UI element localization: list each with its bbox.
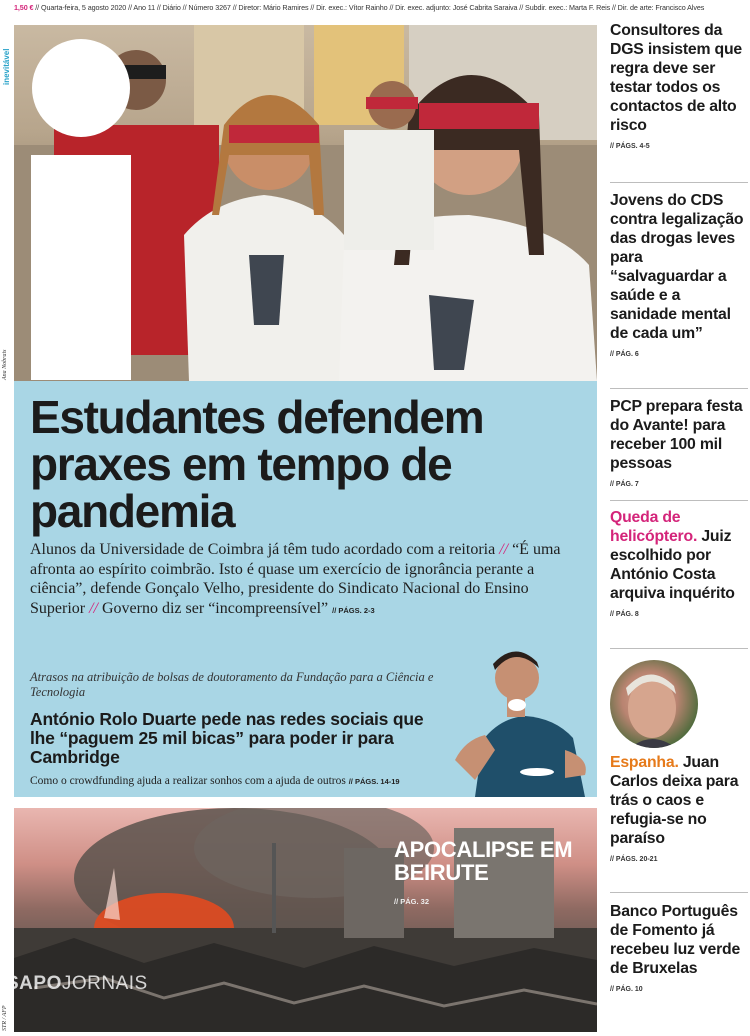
- sidebar-pages: // PÁGS. 20-21: [610, 856, 658, 863]
- sidebar-headline: Consultores da DGS insistem que regra deve ser testar todos os contactos de alto risco: [610, 22, 742, 134]
- sidebar-headline: PCP prepara festa do Avante! para receber 100 mil pessoas: [610, 398, 743, 472]
- main-lead: Alunos da Universidade de Coimbra já têm tudo acordado com a reitoria // “É uma afronta ao espírito coimbrão. Isto é quase um exercício de ignorância perante a ciência”, defende Gonçalo Velho, presidente do Sindicato Nacional do Ensino Superior // Governo diz ser “incompreensível” // PÁGS. 2-3: [30, 541, 561, 617]
- sidebar-headline: Banco Português de Fomento já recebeu luz verde de Bruxelas: [610, 903, 741, 977]
- person-illustration: [455, 640, 595, 797]
- sidebar-kicker: Espanha.: [610, 754, 679, 771]
- sidebar-divider: [610, 388, 748, 389]
- sidebar-pages: // PÁG. 7: [610, 481, 639, 488]
- secondary-photo: [455, 640, 595, 797]
- secondary-headline[interactable]: António Rolo Duarte pede nas redes sociais que lhe “paguem 25 mil bicas” para poder ir para Cambridge: [30, 709, 424, 767]
- sidebar-headline: Queda de helicóptero. Juiz escolhido por António Costa arquiva inquérito: [610, 509, 735, 602]
- secondary-kicker: Atrasos na atribuição de bolsas de doutoramento da Fundação para a Ciência e Tecnologia: [30, 670, 434, 699]
- masthead-info: // Quarta-feira, 5 agosto 2020 // Ano 11 // Diário // Número 3267 // Diretor: Mário Ramires // Dir. exec.: Vítor Rainho // Dir. exec. adjunto: José Cabrita Saraiva // Subdir. exec.: Marta F. Reis // Dir. de arte: Francisco Alves: [33, 3, 705, 12]
- sidebar-story-1[interactable]: [610, 21, 748, 150]
- sidebar-pages: // PÁG. 6: [610, 351, 639, 358]
- sapo-watermark: SAPOJORNAIS: [6, 973, 148, 994]
- sidebar-story-4[interactable]: [610, 508, 748, 618]
- beirut-credit: STR / AFP: [2, 1005, 8, 1031]
- juan-carlos-photo: [610, 660, 698, 748]
- sidebar-kicker: Queda de helicóptero.: [610, 509, 698, 545]
- sidebar-story-5[interactable]: [610, 753, 748, 863]
- logo-dot: [32, 39, 130, 137]
- photo-credit: Ana Nobrais: [2, 349, 8, 380]
- main-headline[interactable]: Estudantes defendem praxes em tempo de pandemia: [30, 391, 484, 537]
- sidebar-divider: [610, 648, 748, 649]
- sidebar-divider: [610, 500, 748, 501]
- sidebar-divider: [610, 182, 748, 183]
- sidebar-headline: Espanha. Juan Carlos deixa para trás o caos e refugia-se no paraíso: [610, 754, 739, 847]
- sidebar-pages: // PÁGS. 4-5: [610, 143, 650, 150]
- price: 1,50 €: [14, 3, 34, 12]
- sidebar-divider: [610, 892, 748, 893]
- sidebar-story-2[interactable]: [610, 191, 748, 358]
- logo-stem: [31, 155, 131, 380]
- sidebar-story-6[interactable]: [610, 902, 748, 993]
- sidebar-pages: // PÁG. 10: [610, 986, 643, 993]
- sidebar-pages: // PÁG. 8: [610, 611, 639, 618]
- secondary-line: Como o crowdfunding ajuda a realizar sonhos com a ajuda de outros // PÁGS. 14-19: [30, 775, 400, 787]
- sidebar-headline: Jovens do CDS contra legalização das drogas leves para “salvaguardar a saúde e a sanidade mental de cada um”: [610, 192, 744, 342]
- sidebar-story-3[interactable]: [610, 397, 748, 488]
- portrait-illustration: [610, 660, 698, 748]
- main-pages: // PÁGS. 2-3: [332, 605, 375, 615]
- masthead-tag: inevitável: [2, 48, 11, 85]
- masthead-line: [14, 3, 750, 15]
- beirut-headline[interactable]: APOCALIPSE EM BEIRUTE: [394, 837, 573, 885]
- beirut-pages: // PÁG. 32: [394, 897, 430, 906]
